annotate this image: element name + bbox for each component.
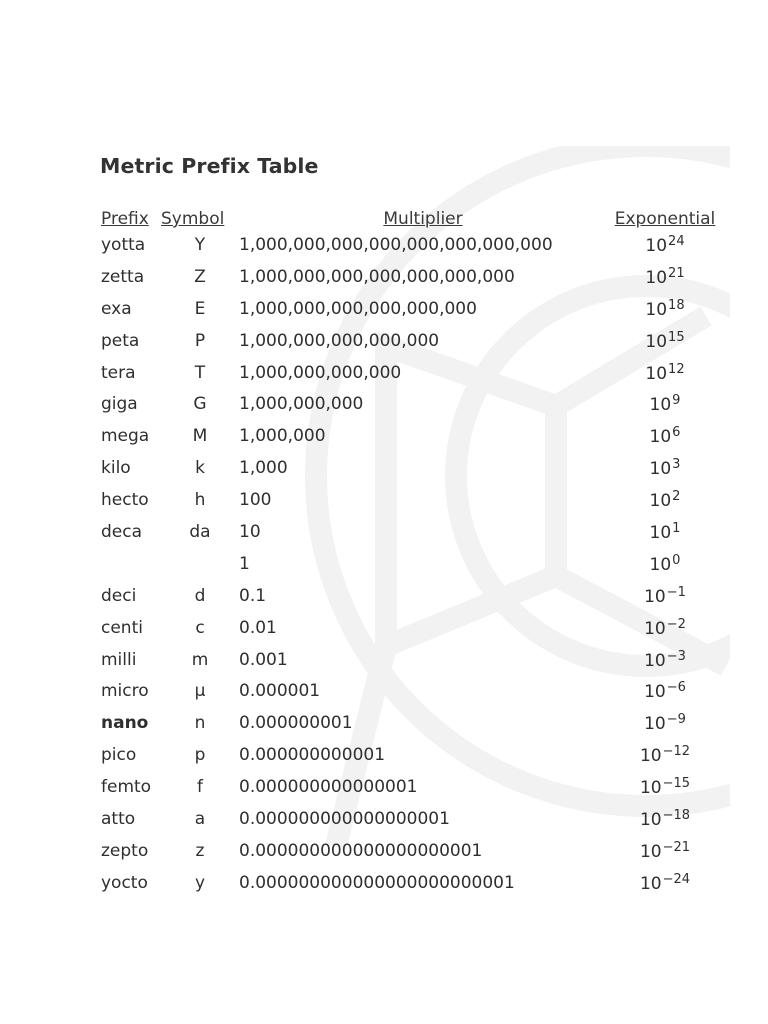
multiplier-cell: 0.000000000001 <box>239 745 386 766</box>
symbol-cell: E <box>194 298 206 319</box>
prefix-cell: hecto <box>101 490 149 511</box>
table-row <box>98 835 723 867</box>
exponent-base: 10 <box>639 809 662 830</box>
exponent-base: 10 <box>644 618 666 639</box>
table-row <box>98 707 723 739</box>
table-row <box>98 357 723 389</box>
table-row <box>98 612 723 644</box>
exponent-base: 10 <box>639 778 662 799</box>
table-row <box>98 420 723 452</box>
exponent-power: 18 <box>668 297 685 313</box>
exponent-power: −12 <box>662 744 691 760</box>
prefix-cell: mega <box>101 426 150 447</box>
exponent-base: 10 <box>644 650 666 671</box>
exponent-power: 12 <box>668 361 685 377</box>
exponential-cell <box>607 675 723 707</box>
prefix-cell: tera <box>101 362 136 383</box>
multiplier-cell: 1,000 <box>239 458 288 479</box>
table-row <box>98 229 723 261</box>
column-header-multiplier[interactable]: Multiplier <box>383 209 463 229</box>
prefix-cell: deci <box>101 585 137 606</box>
prefix-cell: atto <box>101 808 136 829</box>
exponent-power: 9 <box>672 393 681 409</box>
exponent-base: 10 <box>649 522 672 543</box>
exponential-cell <box>607 293 723 325</box>
exponent-base: 10 <box>639 873 662 894</box>
exponent-power: −1 <box>666 584 686 600</box>
exponent-base: 10 <box>644 586 666 607</box>
exponent-power: 3 <box>672 457 681 473</box>
prefix-cell: micro <box>101 681 149 702</box>
content-panel <box>86 146 730 900</box>
table-body <box>98 229 723 899</box>
exponent-base: 10 <box>639 841 662 862</box>
exponent-base: 10 <box>645 331 668 352</box>
exponent-power: 24 <box>668 233 685 249</box>
exponent-base: 10 <box>645 299 668 320</box>
table-row <box>98 293 723 325</box>
table-row <box>98 580 723 612</box>
multiplier-cell: 0.000000000000000000001 <box>239 840 483 861</box>
table-row <box>98 548 723 580</box>
exponent-base: 10 <box>645 267 668 288</box>
symbol-cell <box>161 548 239 580</box>
exponential-cell <box>607 484 723 516</box>
table-row <box>98 452 723 484</box>
prefix-cell: yocto <box>101 872 148 893</box>
exponential-cell <box>607 867 723 899</box>
symbol-cell: T <box>194 362 206 383</box>
exponential-cell <box>607 388 723 420</box>
exponent-power: −3 <box>666 648 686 664</box>
exponent-base: 10 <box>649 554 672 575</box>
exponent-power: −2 <box>666 616 686 632</box>
multiplier-cell: 0.000000000000000001 <box>239 808 450 829</box>
exponential-cell <box>607 739 723 771</box>
exponent-base: 10 <box>649 395 672 416</box>
exponential-cell <box>607 644 723 676</box>
symbol-cell: μ <box>194 681 206 702</box>
exponential-cell <box>607 835 723 867</box>
exponential-cell <box>607 516 723 548</box>
multiplier-cell: 1,000,000,000,000,000,000,000 <box>239 266 515 287</box>
exponent-power: 21 <box>668 265 685 281</box>
symbol-cell: m <box>191 649 209 670</box>
symbol-cell: Y <box>194 234 206 255</box>
table-row <box>98 803 723 835</box>
symbol-cell: a <box>194 808 206 829</box>
symbol-cell: Z <box>194 266 206 287</box>
exponent-power: −9 <box>666 712 686 728</box>
symbol-cell: P <box>194 330 206 351</box>
exponential-cell <box>607 771 723 803</box>
table-row <box>98 771 723 803</box>
exponent-power: −24 <box>662 871 691 887</box>
multiplier-cell: 1,000,000,000,000,000 <box>239 330 440 351</box>
exponential-cell <box>607 803 723 835</box>
symbol-cell: y <box>194 872 206 893</box>
exponent-power: −6 <box>666 680 686 696</box>
exponent-base: 10 <box>645 235 668 256</box>
multiplier-cell: 0.001 <box>239 649 288 670</box>
exponent-base: 10 <box>644 714 666 735</box>
table-row <box>98 675 723 707</box>
multiplier-cell: 0.1 <box>239 585 267 606</box>
table-row <box>98 516 723 548</box>
exponent-base: 10 <box>649 459 672 480</box>
exponential-cell <box>607 261 723 293</box>
exponent-base: 10 <box>645 363 668 384</box>
prefix-cell: femto <box>101 777 152 798</box>
metric-prefix-table <box>98 201 723 899</box>
multiplier-cell: 0.000001 <box>239 681 321 702</box>
exponent-power: 2 <box>672 489 681 505</box>
exponent-power: 6 <box>672 425 681 441</box>
multiplier-cell: 0.000000001 <box>239 713 353 734</box>
exponent-power: 0 <box>672 552 681 568</box>
prefix-cell: giga <box>101 394 138 415</box>
exponent-power: −18 <box>662 807 691 823</box>
column-header-symbol[interactable]: Symbol <box>161 209 225 229</box>
multiplier-cell: 1,000,000,000 <box>239 394 364 415</box>
exponent-power: −15 <box>662 776 691 792</box>
symbol-cell: d <box>194 585 206 606</box>
exponential-cell <box>607 707 723 739</box>
column-header-prefix[interactable]: Prefix <box>101 209 149 229</box>
prefix-cell: kilo <box>101 458 131 479</box>
exponent-power: 15 <box>668 329 685 345</box>
exponential-cell <box>607 580 723 612</box>
multiplier-cell: 0.000000000000001 <box>239 777 418 798</box>
table-row <box>98 325 723 357</box>
table-row <box>98 388 723 420</box>
prefix-cell: exa <box>101 298 132 319</box>
exponential-cell <box>607 420 723 452</box>
exponent-power: −21 <box>662 839 691 855</box>
table-row <box>98 484 723 516</box>
multiplier-cell: 1,000,000 <box>239 426 326 447</box>
exponential-cell <box>607 548 723 580</box>
exponential-cell <box>607 452 723 484</box>
multiplier-cell: 0.01 <box>239 617 277 638</box>
prefix-cell: deca <box>101 521 143 542</box>
multiplier-cell: 10 <box>239 521 261 542</box>
prefix-cell: nano <box>101 713 149 734</box>
symbol-cell: M <box>192 426 208 447</box>
prefix-cell: milli <box>101 649 137 670</box>
symbol-cell: da <box>189 521 211 542</box>
exponent-base: 10 <box>644 682 666 703</box>
prefix-cell: zetta <box>101 266 145 287</box>
symbol-cell: p <box>194 745 206 766</box>
exponential-cell <box>607 612 723 644</box>
exponent-base: 10 <box>639 746 662 767</box>
column-header-exponential[interactable]: Exponential <box>614 209 716 229</box>
table-row <box>98 867 723 899</box>
multiplier-cell: 1,000,000,000,000,000,000 <box>239 298 477 319</box>
multiplier-cell: 1,000,000,000,000,000,000,000,000 <box>239 234 553 255</box>
symbol-cell: z <box>195 840 205 861</box>
prefix-cell <box>98 548 161 580</box>
prefix-cell: peta <box>101 330 140 351</box>
page-title: Metric Prefix Table <box>100 154 319 178</box>
table-header-row <box>98 201 723 229</box>
symbol-cell: n <box>194 713 206 734</box>
exponent-base: 10 <box>649 427 672 448</box>
table-row <box>98 644 723 676</box>
exponential-cell <box>607 229 723 261</box>
prefix-cell: yotta <box>101 234 146 255</box>
exponent-power: 1 <box>672 520 681 536</box>
table-row <box>98 739 723 771</box>
multiplier-cell: 1,000,000,000,000 <box>239 362 402 383</box>
multiplier-cell: 100 <box>239 490 272 511</box>
symbol-cell: G <box>193 394 207 415</box>
prefix-cell: centi <box>101 617 143 638</box>
multiplier-cell: 1 <box>239 553 250 574</box>
symbol-cell: c <box>195 617 205 638</box>
prefix-cell: pico <box>101 745 137 766</box>
table-row <box>98 261 723 293</box>
exponential-cell <box>607 325 723 357</box>
exponent-base: 10 <box>649 491 672 512</box>
multiplier-cell: 0.000000000000000000000001 <box>239 872 515 893</box>
symbol-cell: h <box>194 490 206 511</box>
symbol-cell: f <box>197 777 203 798</box>
symbol-cell: k <box>195 458 205 479</box>
exponential-cell <box>607 357 723 389</box>
prefix-cell: zepto <box>101 840 149 861</box>
